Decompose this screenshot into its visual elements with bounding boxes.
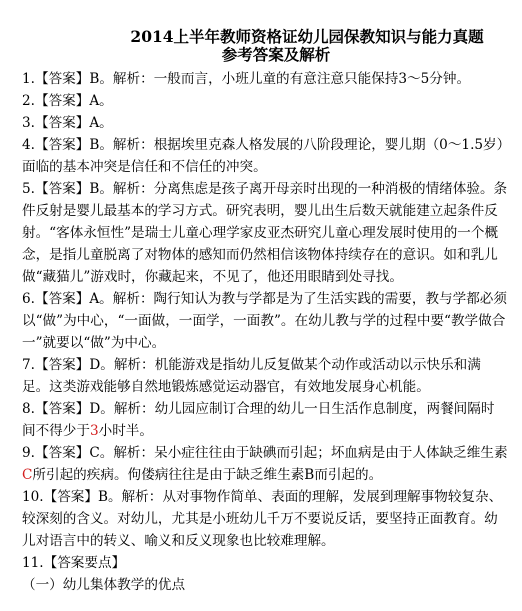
- answer-9: [22, 442, 508, 486]
- title-line-2: 参考答案及解析: [221, 45, 331, 64]
- answer-2-text: 2.【答案】A。: [22, 93, 113, 109]
- subheading-text: （一）幼儿集体教学的优点: [22, 577, 186, 593]
- answer-6: [22, 288, 508, 354]
- document-title: [0, 28, 522, 64]
- answer-8-highlight: 3: [89, 423, 99, 439]
- answer-11: [22, 552, 508, 574]
- answer-10-text: 10.【答案】B。解析：从对事物作简单、表面的理解，发展到理解事物较复杂、较深刻的含义。对幼儿，尤其是小班幼儿千万不要说反话，要坚持正面教育。幼儿对语言中的转义、喻义和反义现象也比较难理解。: [22, 489, 503, 549]
- answer-8-text-end: 小时半。: [98, 423, 153, 439]
- answer-7-text: 7.【答案】D。解析：机能游戏是指幼儿反复做某个动作或活动以示快乐和满足。这类游戏能够自然地锻炼感觉运动器官，有效地发展身心机能。: [22, 357, 481, 395]
- answer-3-text: 3.【答案】A。: [22, 115, 113, 131]
- answer-1-text: 1.【答案】B。解析：一般而言，小班儿童的有意注意只能保持3～5分钟。: [22, 71, 471, 87]
- title-line-1: 2014上半年教师资格证幼儿园保教知识与能力真题: [130, 27, 484, 46]
- answer-4: [22, 134, 508, 178]
- answer-11-text: 11.【答案要点】: [22, 555, 126, 571]
- answer-11-subheading: [22, 574, 508, 596]
- answer-9-highlight: C: [22, 467, 33, 483]
- answer-6-text: 6.【答案】A。解析：陶行知认为教与学都是为了生活实践的需要，教与学都必须以“做”为中心，“一面做，一面学，一面教”。在幼儿教与学的过程中要“教学做合一”就要以“做”为中心。: [22, 291, 507, 351]
- answer-9-text: 9.【答案】C。解析：呆小症往往由于缺碘而引起；坏血病是由于人体缺乏维生素: [22, 445, 508, 461]
- answer-5: [22, 178, 508, 288]
- answer-9-text-end: 所引起的疾病。佝偻病往往是由于缺乏维生素B而引起的。: [32, 467, 383, 483]
- answer-4-text: 4.【答案】B。解析：根据埃里克森人格发展的八阶段理论，婴儿期（0～1.5岁）面临的基本冲突是信任和不信任的冲突。: [22, 137, 504, 175]
- answer-7: [22, 354, 508, 398]
- answer-3: [22, 112, 508, 134]
- answer-2: [22, 90, 508, 112]
- answer-1: [22, 68, 508, 90]
- answer-8: [22, 398, 508, 442]
- answer-10: [22, 486, 508, 552]
- answer-8-text: 8.【答案】D。解析：幼儿园应制订合理的幼儿一日生活作息制度，两餐间隔时间不得少于: [22, 401, 495, 439]
- answer-5-text: 5.【答案】B。解析：分离焦虑是孩子离开母亲时出现的一种消极的情绪体验。条件反射是婴儿最基本的学习方式。研究表明，婴儿出生后数天就能建立起条件反射。“客体永恒性”是瑞士儿童心理学家皮亚杰研究儿童心理发展时使用的一个概念，是指儿童脱离了对物体的感知而仍然相信该物体持续存在的意识。如和乳儿做“藏猫儿”游戏时，你藏起来，不见了，他还用眼睛到处寻找。: [22, 181, 508, 285]
- answer-list: [22, 68, 508, 596]
